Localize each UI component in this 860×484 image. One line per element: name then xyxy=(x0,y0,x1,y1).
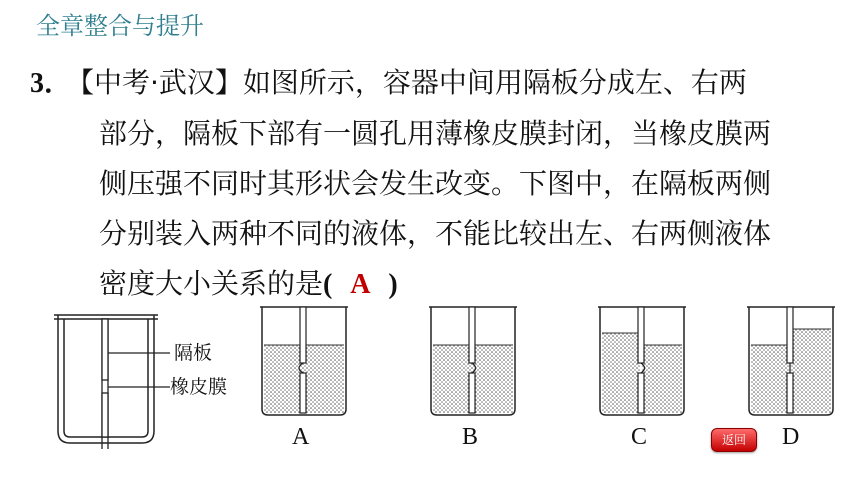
option-d-label: D xyxy=(782,424,800,450)
question-number: 3． xyxy=(30,68,73,99)
question-line-4: 分别装入两种不同的液体，不能比较出左、右两侧液体 xyxy=(99,217,772,250)
question-line-5: 密度大小关系的是( A ) xyxy=(30,259,830,310)
answer-text: A xyxy=(350,269,371,300)
return-button[interactable]: 返回 xyxy=(711,428,757,452)
option-b-container xyxy=(427,303,519,419)
option-c-container xyxy=(596,303,688,419)
partition-label: 隔板 xyxy=(174,342,213,364)
option-a-label: A xyxy=(292,424,310,450)
section-title: 全章整合与提升 xyxy=(36,12,204,40)
question-line-2: 部分，隔板下部有一圆孔用薄橡皮膜封闭，当橡皮膜两 xyxy=(99,117,772,150)
option-c-label: C xyxy=(631,424,648,450)
question-line-1: 3．【中考·武汉】如图所示，容器中间用隔板分成左、右两 xyxy=(30,58,830,109)
option-b-label: B xyxy=(462,424,479,450)
option-d-container xyxy=(745,303,837,419)
option-a-container xyxy=(258,303,350,419)
partition xyxy=(102,319,108,449)
question-line-3: 侧压强不同时其形状会发生改变。下图中，在隔板两侧 xyxy=(99,167,772,200)
reference-container-figure xyxy=(50,303,250,449)
question-3 xyxy=(30,58,830,310)
membrane-label: 橡皮膜 xyxy=(170,376,228,398)
